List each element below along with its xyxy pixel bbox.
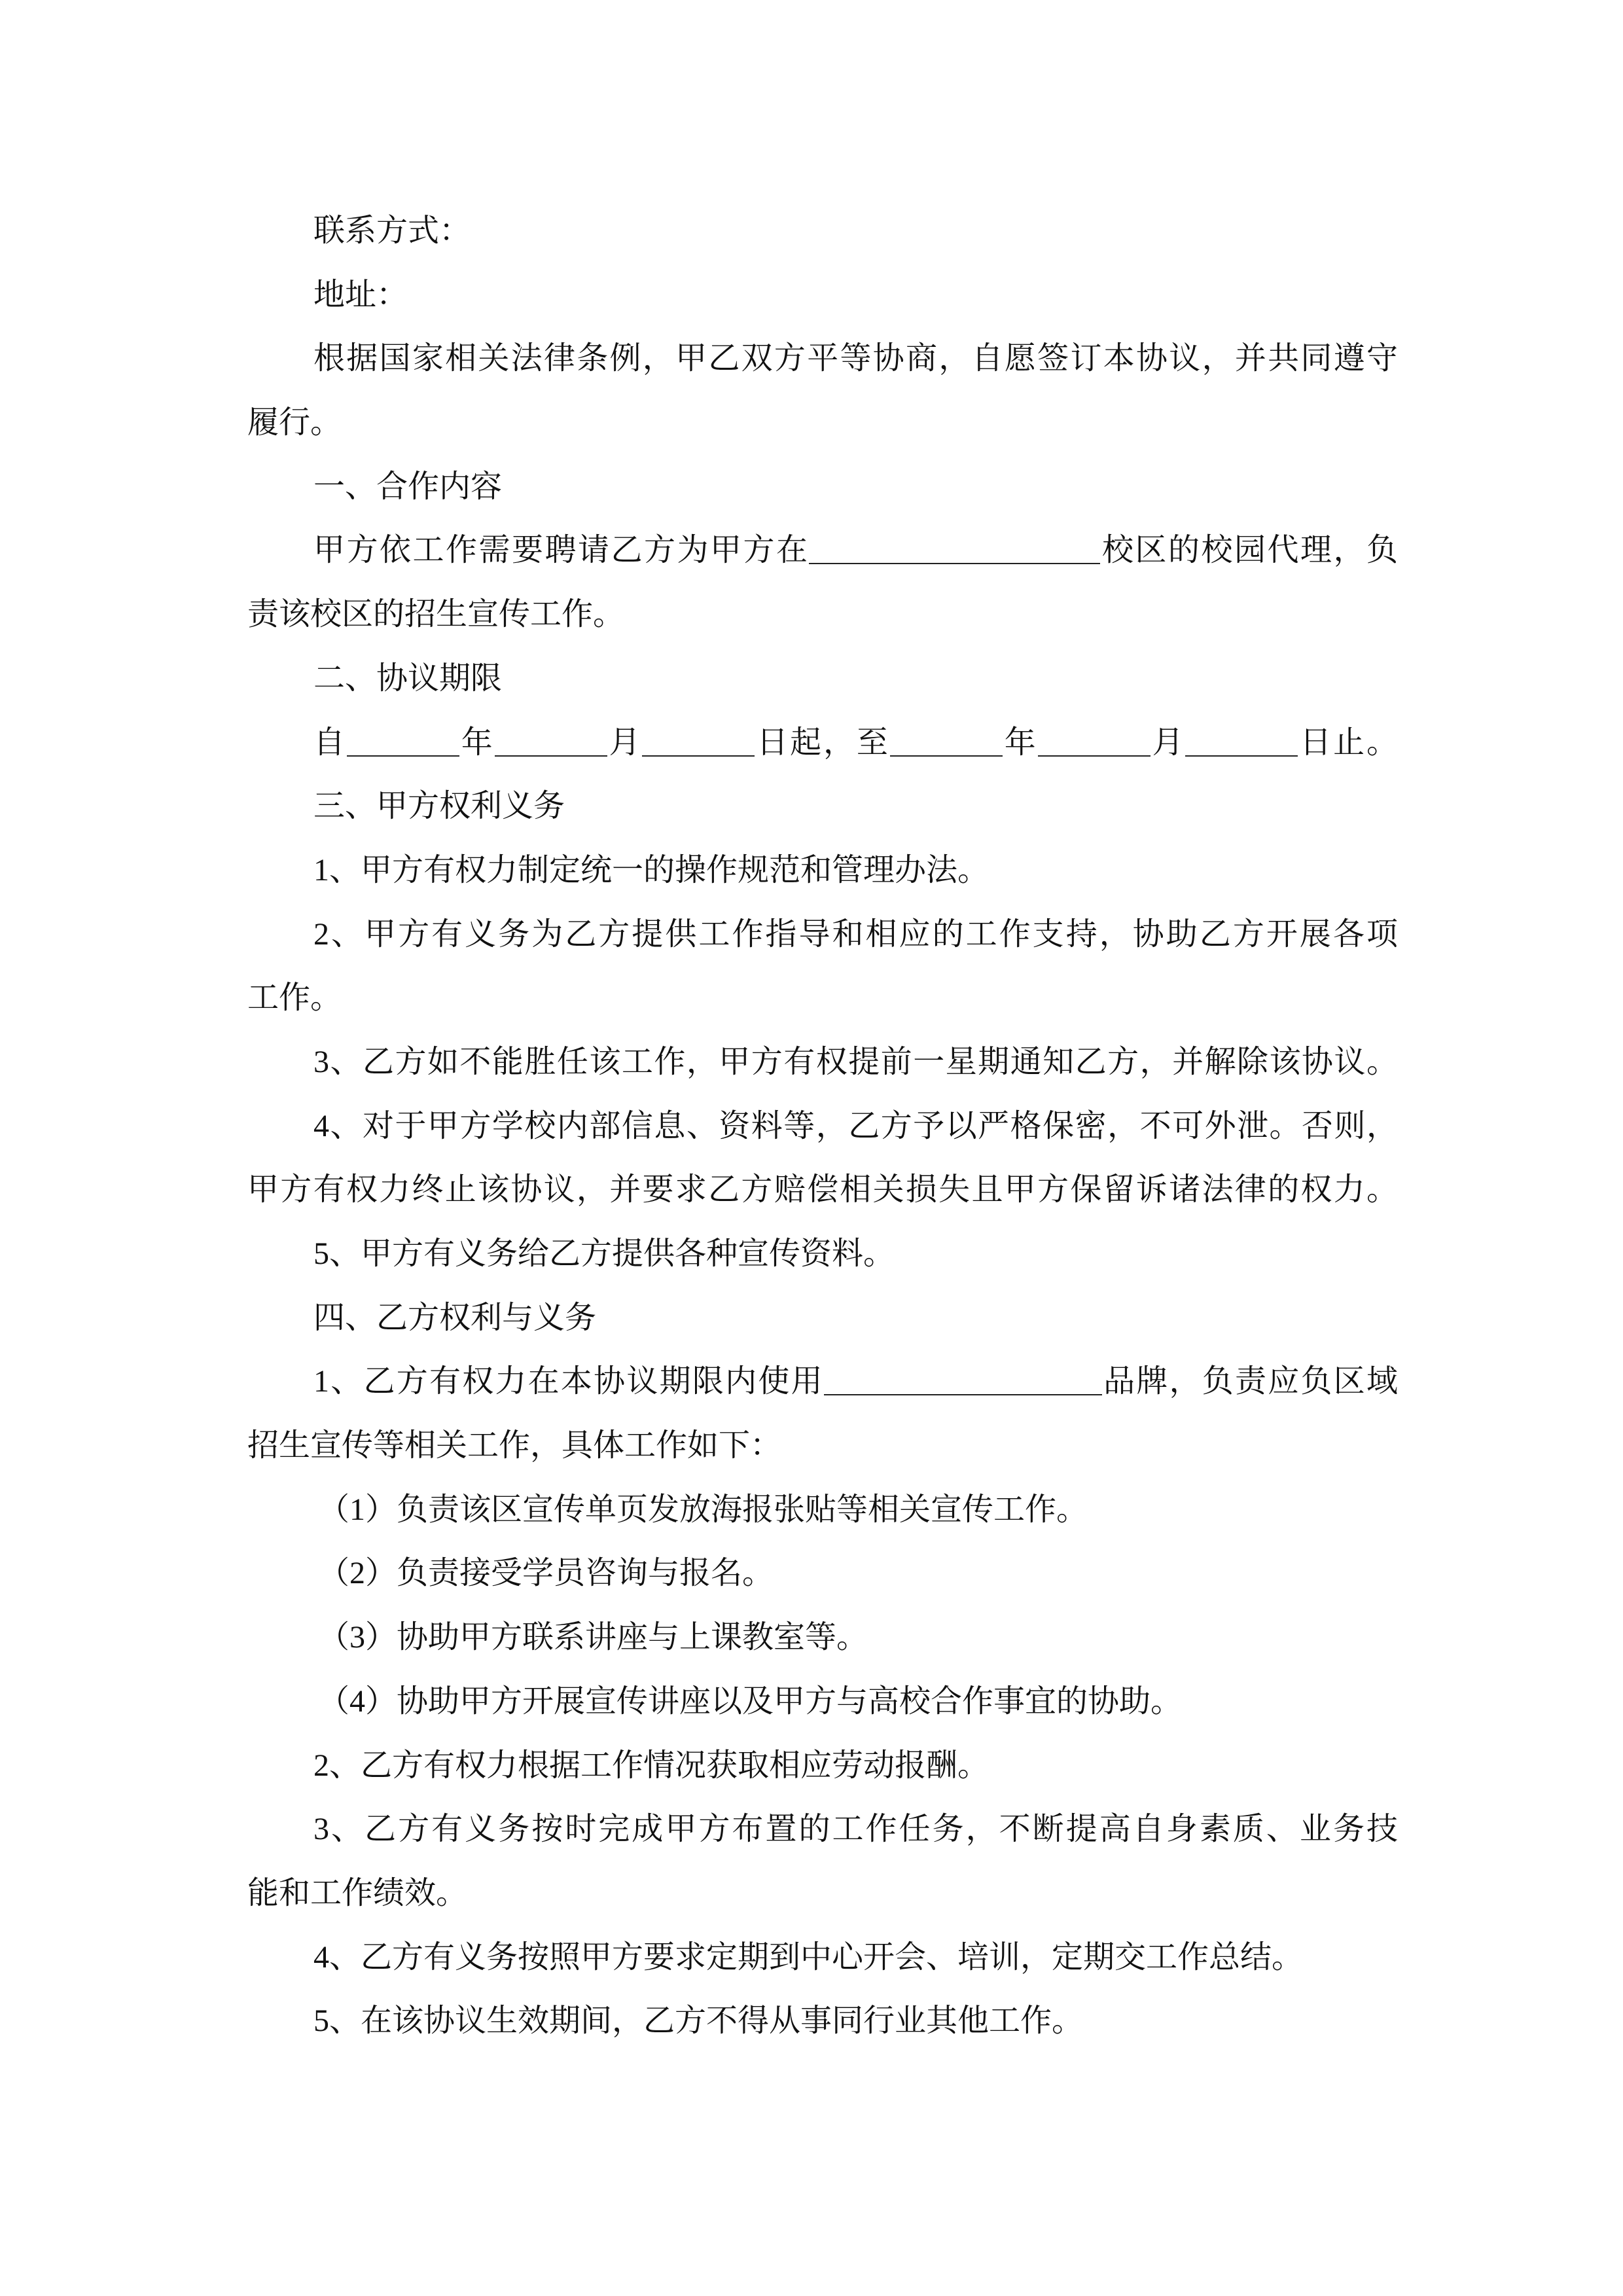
- clause-3-3: 3、乙方如不能胜任该工作，甲方有权提前一星期通知乙方，并解除该协议。: [313, 1044, 1398, 1079]
- text: 1、乙方有权力在本协议期限内使用: [313, 1364, 824, 1399]
- end-month-blank[interactable]: [1038, 717, 1150, 757]
- clause-4-1-item-2: （2）负责接受学员咨询与报名。: [318, 1556, 774, 1591]
- section-4-heading: 四、乙方权利与义务: [313, 1300, 597, 1335]
- end-year-blank[interactable]: [890, 717, 1003, 757]
- start-month-blank[interactable]: [495, 717, 607, 757]
- text: 校区的校园代理，负: [1100, 533, 1398, 568]
- clause-4-3-cont: 能和工作绩效。: [247, 1875, 468, 1910]
- agreement-document: [247, 199, 1398, 2053]
- clause-3-2: 2、甲方有义务为乙方提供工作指导和相应的工作支持，协助乙方开展各项: [313, 916, 1398, 952]
- text: 自: [313, 725, 347, 760]
- clause-3-4: 4、对于甲方学校内部信息、资料等，乙方予以严格保密，不可外泄。否则，: [313, 1108, 1398, 1143]
- clause-4-2: 2、乙方有权力根据工作情况获取相应劳动报酬。: [313, 1748, 990, 1783]
- clause-3-2-cont: 工作。: [247, 980, 342, 1016]
- section-3-heading: 三、甲方权利义务: [313, 789, 565, 824]
- section-2-heading: 二、协议期限: [313, 660, 503, 696]
- text: 年: [1002, 725, 1038, 760]
- intro-text: 根据国家相关法律条例，甲乙双方平等协商，自愿签订本协议，并共同遵守: [313, 341, 1398, 376]
- agreement-period: [247, 711, 1398, 775]
- end-day-blank[interactable]: [1185, 717, 1298, 757]
- intro-text-cont: 履行。: [247, 405, 342, 440]
- section-1-heading: 一、合作内容: [313, 469, 503, 504]
- address-label: 地址：: [313, 277, 408, 312]
- clause-4-5: 5、在该协议生效期间，乙方不得从事同行业其他工作。: [313, 2003, 1084, 2039]
- campus-blank[interactable]: [809, 525, 1100, 564]
- cooperation-content-cont: 责该校区的招生宣传工作。: [247, 597, 625, 632]
- start-day-blank[interactable]: [642, 717, 755, 757]
- cooperation-content: [247, 518, 1398, 583]
- clause-3-5: 5、甲方有义务给乙方提供各种宣传资料。: [313, 1236, 895, 1271]
- clause-3-4-cont: 甲方有权力终止该协议，并要求乙方赔偿相关损失且甲方保留诉诸法律的权力。: [247, 1172, 1398, 1208]
- contact-label: 联系方式：: [313, 213, 471, 248]
- text: 日起，至: [755, 725, 890, 760]
- text: 月: [607, 725, 643, 760]
- text: 月: [1150, 725, 1186, 760]
- text: 年: [459, 725, 495, 760]
- clause-4-1-item-3: （3）协助甲方联系讲座与上课教室等。: [318, 1620, 868, 1655]
- text: 品牌，负责应负区域: [1101, 1364, 1398, 1399]
- start-year-blank[interactable]: [347, 717, 459, 757]
- clause-4-1-item-4: （4）协助甲方开展宣传讲座以及甲方与高校合作事宜的协助。: [318, 1683, 1183, 1719]
- brand-blank[interactable]: [824, 1356, 1102, 1395]
- clause-4-3: 3、乙方有义务按时完成甲方布置的工作任务，不断提高自身素质、业务技: [313, 1812, 1398, 1847]
- clause-4-1-item-1: （1）负责该区宣传单页发放海报张贴等相关宣传工作。: [318, 1492, 1088, 1527]
- clause-4-1-cont: 招生宣传等相关工作，具体工作如下：: [247, 1428, 782, 1463]
- text: 甲方依工作需要聘请乙方为甲方在: [313, 533, 810, 568]
- text: 日止。: [1298, 725, 1398, 760]
- clause-4-1: [247, 1350, 1398, 1414]
- clause-4-4: 4、乙方有义务按照甲方要求定期到中心开会、培训，定期交工作总结。: [313, 1939, 1304, 1975]
- clause-3-1: 1、甲方有权力制定统一的操作规范和管理办法。: [313, 852, 990, 888]
